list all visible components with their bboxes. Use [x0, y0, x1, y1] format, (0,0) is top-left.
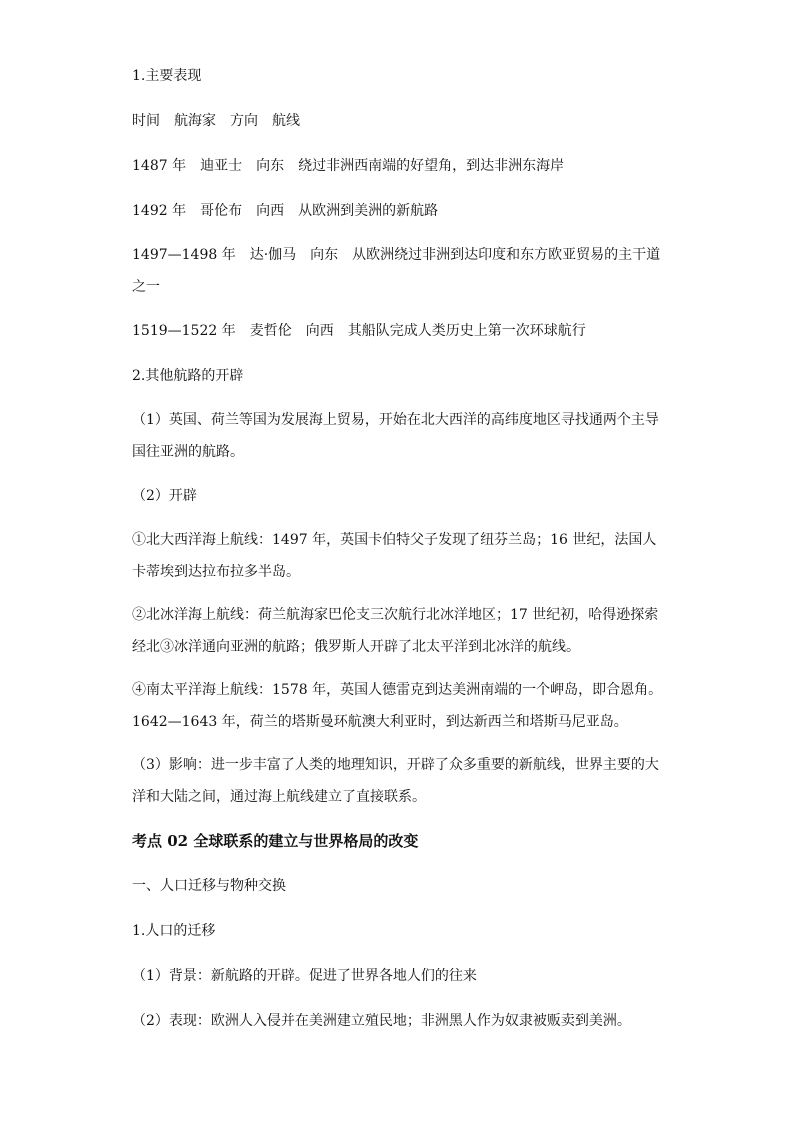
- heading-main-performance: 1.主要表现: [132, 68, 202, 84]
- voyage-row-da-gama: 1497—1498 年 达·伽马 向东 从欧洲绕过非洲到达印度和东方欧亚贸易的主干道之一: [132, 247, 661, 295]
- paragraph-arctic: ②北冰洋海上航线：荷兰航海家巴伦支三次航行北冰洋地区；17 世纪初，哈得逊探索经北③冰洋通向亚洲的航路；俄罗斯人开辟了北太平洋到北冰洋的航线。: [132, 607, 659, 655]
- heading-migration-species: 一、人口迁移与物种交换: [132, 878, 286, 894]
- heading-population-migration: 1.人口的迁移: [132, 923, 216, 939]
- paragraph-impact: （3）影响：进一步丰富了人类的地理知识，开辟了众多重要的新航线，世界主要的大洋和大陆之间，通过海上航线建立了直接联系。: [132, 757, 659, 805]
- table-header-row: 时间 航海家 方向 航线: [132, 113, 300, 129]
- voyage-row-dias: 1487 年 迪亚士 向东 绕过非洲西南端的好望角，到达非洲东海岸: [132, 158, 565, 174]
- heading-other-routes: 2.其他航路的开辟: [132, 368, 244, 384]
- section-title-key-point-02: 考点 02 全球联系的建立与世界格局的改变: [132, 832, 419, 850]
- paragraph-background: （1）背景：新航路的开辟。促进了世界各地人们的往来: [132, 968, 477, 984]
- subheading-opening: （2）开辟: [132, 488, 197, 504]
- paragraph-north-atlantic: ①北大西洋海上航线：1497 年，英国卡伯特父子发现了纽芬兰岛；16 世纪，法国人卡蒂埃到达拉布拉多半岛。: [132, 532, 657, 580]
- voyage-row-magellan: 1519—1522 年 麦哲伦 向西 其船队完成人类历史上第一次环球航行: [132, 323, 586, 339]
- paragraph-south-pacific: ④南太平洋海上航线：1578 年，英国人德雷克到达美洲南端的一个岬岛，即合恩角。1642—1643 年，荷兰的塔斯曼环航澳大利亚时，到达新西兰和塔斯马尼亚岛。: [132, 682, 663, 730]
- paragraph-england-netherlands: （1）英国、荷兰等国为发展海上贸易，开始在北大西洋的高纬度地区寻找通两个主导国往亚洲的航路。: [132, 412, 659, 460]
- voyage-row-columbus: 1492 年 哥伦布 向西 从欧洲到美洲的新航路: [132, 203, 439, 219]
- paragraph-manifestation: （2）表现：欧洲人入侵并在美洲建立殖民地；非洲黑人作为奴隶被贩卖到美洲。: [132, 1013, 631, 1029]
